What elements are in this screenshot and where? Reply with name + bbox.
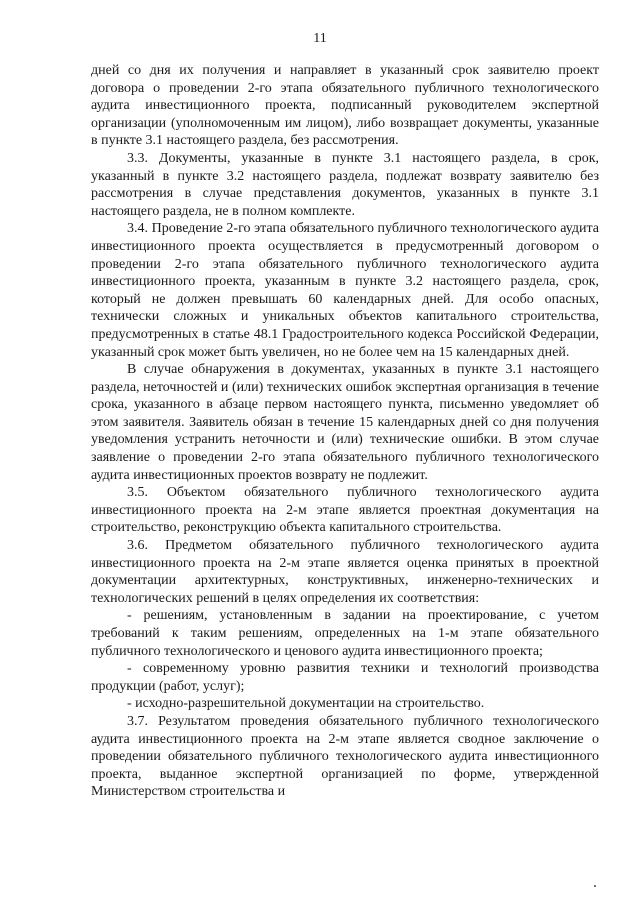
list-item-permit-documentation: - исходно-разрешительной документации на строительство. [127,696,485,712]
scan-dot-mark [594,885,596,887]
paragraph-3-3: 3.3. Документы, указанные в пункте 3.1 настоящего раздела, в срок, указанный в пункте 3.2 настоящего раздела, подлежат возврату заявителю без рассмотрения в случае представления документов, указанных в пункте 3.1 настоящего раздела, не в полном комплекте. [91,150,599,219]
document-body [91,62,599,801]
page-number: 11 [313,31,327,46]
paragraph-3-6: 3.6. Предметом обязательного публичного технологического аудита инвестиционного проекта на 2-м этапе является оценка принятых в проектной документации архитектурных, конструктивных, инженерно-технических и технологических решений в целях определения их соответствия: [91,538,599,606]
paragraph-3-7: 3.7. Результатом проведения обязательного публичного технологического аудита инвестиционного проекта на 2-м этапе является сводное заключение о проведении обязательного публичного технологического аудита инвестиционного проекта, выданное экспертной организацией по форме, утвержденной Министерством строительства и [91,713,599,800]
paragraph-3-4-errors: В случае обнаружения в документах, указанных в пункте 3.1 настоящего раздела, неточностей и (или) технических ошибок экспертная организация в течение срока, указанного в абзаце первом настоящего пункта, письменно уведомляет об этом заявителя. Заявитель обязан в течение 15 календарных дней со дня получения уведомления устранить неточности и (или) технические ошибки. В этом случае заявление о проведении 2-го этапа обязательного публичного технологического аудита инвестиционных проектов возврату не подлежит. [91,362,599,483]
list-item-modern-technology: - современному уровню развития техники и технологий производства продукции (работ, услуг); [91,661,599,694]
list-item-design-assignment: - решениям, установленным в задании на проектирование, с учетом требований к таким решениям, определенных на 1-м этапе обязательного публичного технологического и ценового аудита инвестиционного проекта; [91,608,599,659]
paragraph-3-4: 3.4. Проведение 2-го этапа обязательного публичного технологического аудита инвестиционного проекта осуществляется в предусмотренный договором о проведении 2-го этапа обязательного публичного технологического аудита инвестиционного проекта, указанным в пункте 3.2 настоящего раздела, срок, который не должен превышать 60 календарных дней. Для особо опасных, технически сложных и уникальных объектов капитального строительства, предусмотренных в статье 48.1 Градостроительного кодекса Российской Федерации, указанный срок может быть увеличен, но не более чем на 15 календарных дней. [91,221,599,360]
paragraph-continuation: дней со дня их получения и направляет в указанный срок заявителю проект договора о проведении 2-го этапа обязательного публичного технологического аудита инвестиционного проекта, подписанный руководителем экспертной организации (уполномоченным им лицом), либо возвращает документы, указанные в пункте 3.1 настоящего раздела, без рассмотрения. [91,63,599,149]
paragraph-3-5: 3.5. Объектом обязательного публичного технологического аудита инвестиционного проекта на 2-м этапе является проектная документация на строительство, реконструкцию объекта капитального строительства. [91,485,599,536]
